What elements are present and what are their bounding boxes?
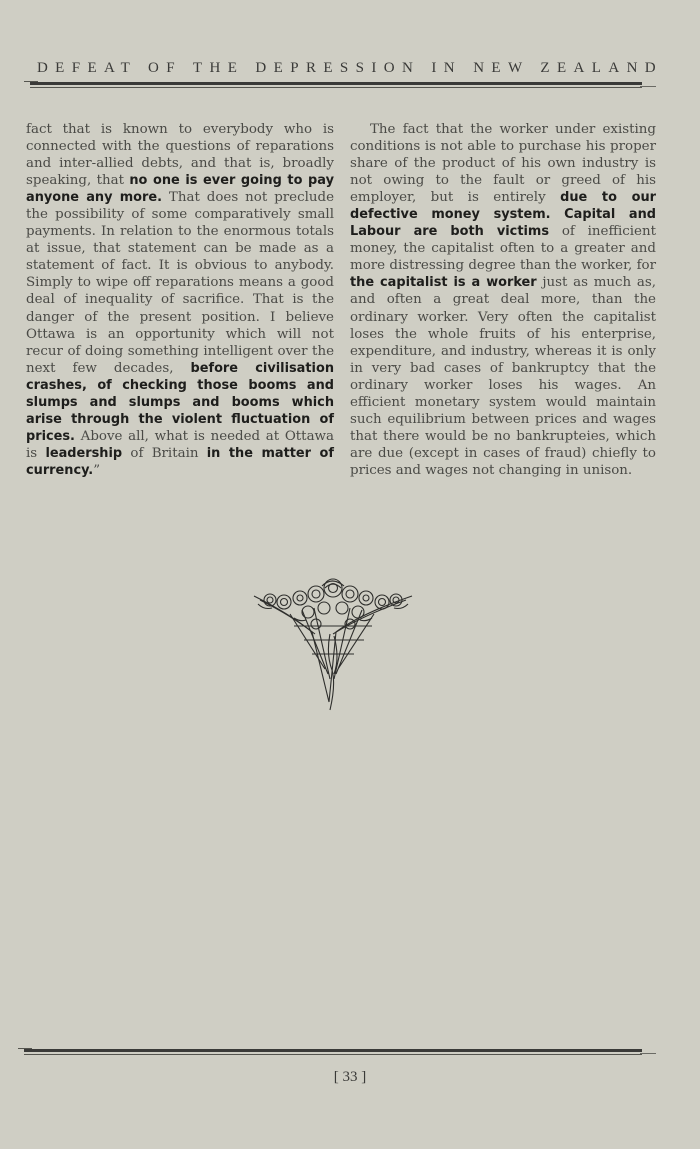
left-text-segment: Above all, what is needed at Ottawa is bbox=[26, 428, 334, 461]
header-rule-tip-left bbox=[24, 81, 38, 82]
left-text-segment: ” bbox=[93, 462, 101, 478]
left-emphasis-segment: no one is ever going to pay anyone any more. bbox=[26, 173, 334, 206]
right-text-segment: of inefficient money, the capitalist often to a greater and more distressing degree than the worker, for bbox=[350, 224, 656, 274]
footer-rule-thick bbox=[24, 1049, 642, 1052]
right-emphasis-segment: the capitalist is a worker bbox=[350, 275, 537, 291]
left-paragraph bbox=[26, 121, 334, 479]
left-text-segment: That does not preclude the possibility of some comparatively small payments. In relation to the enormous totals at issue, that statement can be made as a statement of fact. It is obvious to anybody. Simply to wipe off reparations means a good deal of inequality of sacrifice. That is the danger of the present position. I believe Ottawa is an opportunity which will not recur of doing something intelligent over the next few decades, bbox=[26, 190, 334, 376]
left-text-segment: of Britain bbox=[122, 445, 207, 461]
header-rule-tip-right bbox=[640, 86, 656, 87]
left-text-segment: fact that is known to everybody who is connected with the questions of reparations and inter-allied debts, and that is, broadly speaking, that bbox=[26, 122, 334, 189]
header-rule-thin bbox=[30, 87, 642, 88]
right-text-segment: just as much as, and often a great deal more, than the ordinary worker. Very often the capitalist loses the whole fruits of his enterprise, expenditure, and industry, whereas it is only in very bad cases of bankruptcy that the ordinary worker loses his wages. An efficient monetary system would maintain such equilibrium between prices and wages that there would be no bankrupteies, which are due (except in cases of fraud) chiefly to prices and wages not changing in unison. bbox=[350, 275, 657, 478]
footer-rule-thin bbox=[24, 1054, 642, 1055]
right-column bbox=[350, 121, 656, 479]
page-number: [ 33 ] bbox=[333, 1069, 367, 1085]
running-title: DEFEAT OF THE DEPRESSION IN NEW ZEALAND bbox=[36, 60, 664, 76]
right-text-segment: The fact that the worker under existing conditions is not able to purchase his proper share of the product of his own industry is not owing to the fault or greed of his employer, but is entirely bbox=[350, 122, 656, 206]
left-emphasis-segment: in the matter of currency. bbox=[26, 445, 334, 478]
header-rule-thick bbox=[30, 82, 642, 85]
left-column bbox=[26, 121, 334, 479]
right-paragraph bbox=[350, 121, 656, 479]
footer-rule-tip-left bbox=[18, 1048, 32, 1049]
left-emphasis-segment: before civilisation crashes, of checking those booms and slumps and slumps and booms which arise through the violent fluctuation of prices. bbox=[26, 360, 334, 444]
left-emphasis-segment: leadership bbox=[45, 445, 123, 461]
footer-rule-tip-right bbox=[640, 1053, 656, 1054]
right-emphasis-segment: due to our defective money system. Capital and Labour are both victims bbox=[350, 190, 657, 240]
floral-ornament-icon bbox=[250, 574, 416, 714]
